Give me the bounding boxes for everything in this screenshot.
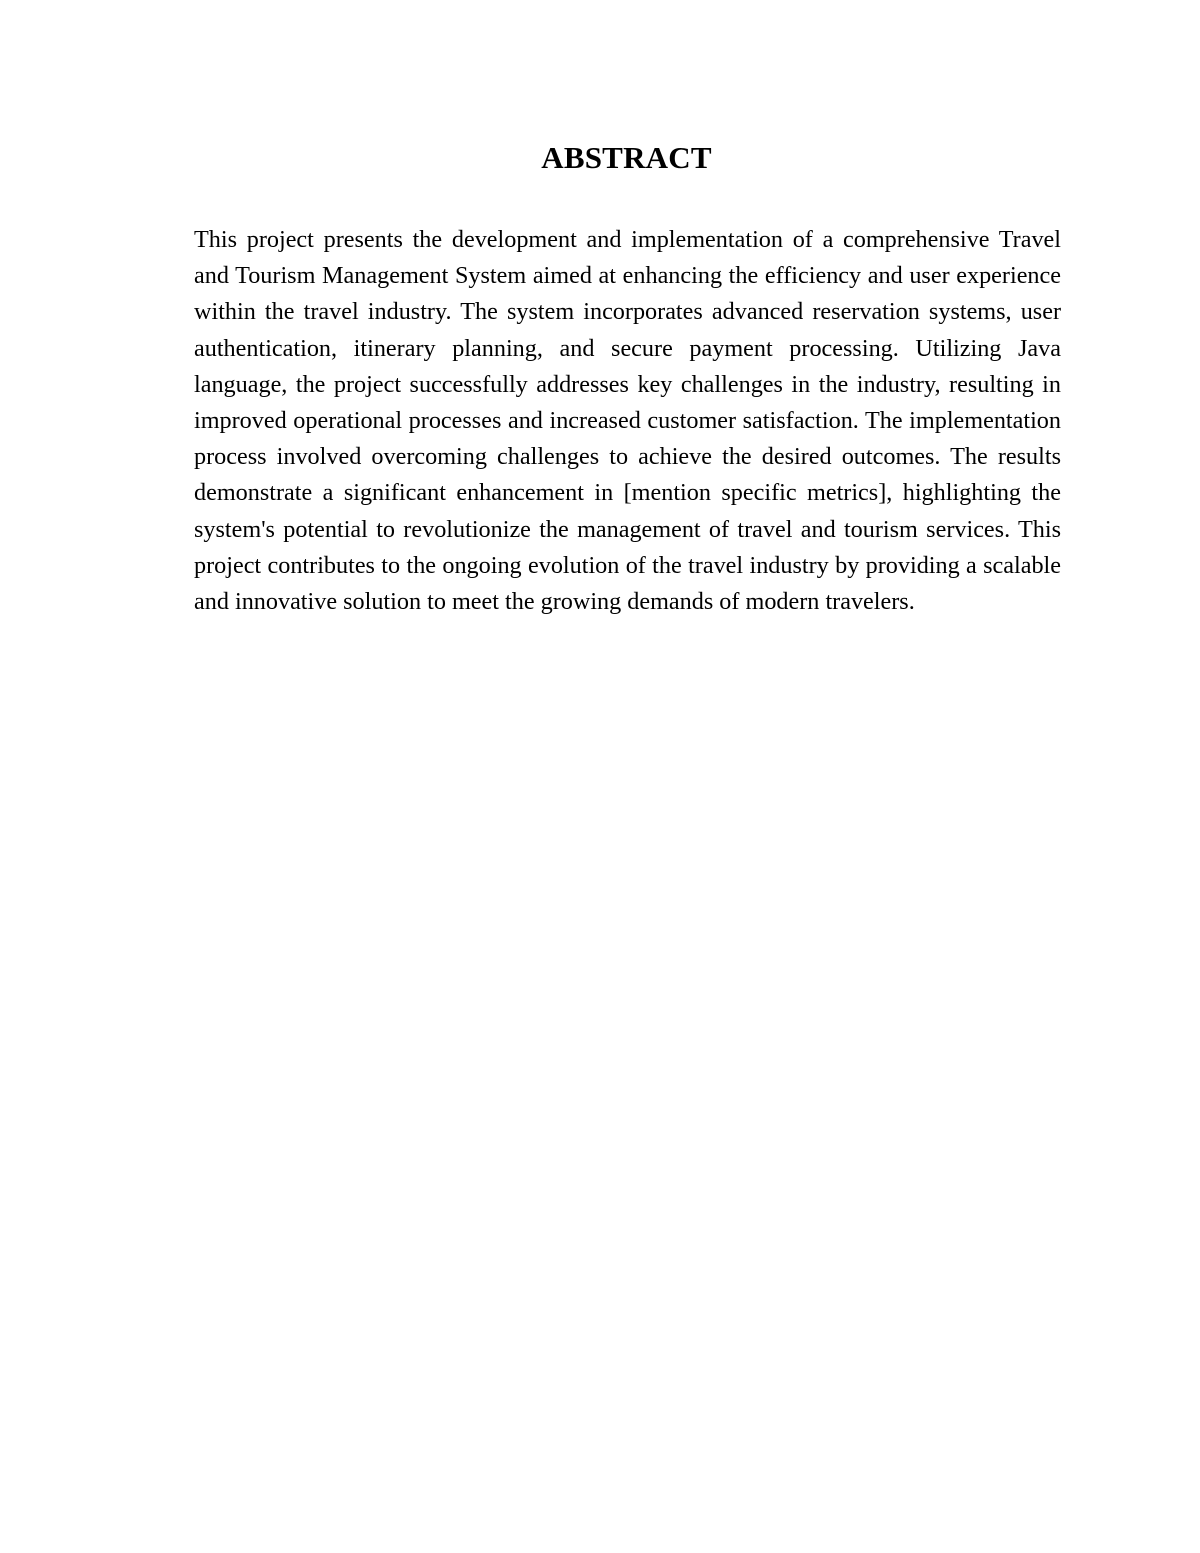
abstract-paragraph: This project presents the development and implementation of a comprehensive Travel and Tourism Management System aimed at enhancing the efficiency and user experience within the travel industry. The system incorporates advanced reservation systems, user authentication, itinerary planning, and secure payment processing. Utilizing Java language, the project successfully addresses key challenges in the industry, resulting in improved operational processes and increased customer satisfaction. The implementation process involved overcoming challenges to achieve the desired outcomes. The results demonstrate a significant enhancement in [mention specific metrics], highlighting the system's potential to revolutionize the management of travel and tourism services. This project contributes to the ongoing evolution of the travel industry by providing a scalable and innovative solution to meet the growing demands of modern travelers. (194, 226, 1061, 616)
abstract-heading: ABSTRACT (541, 140, 712, 175)
